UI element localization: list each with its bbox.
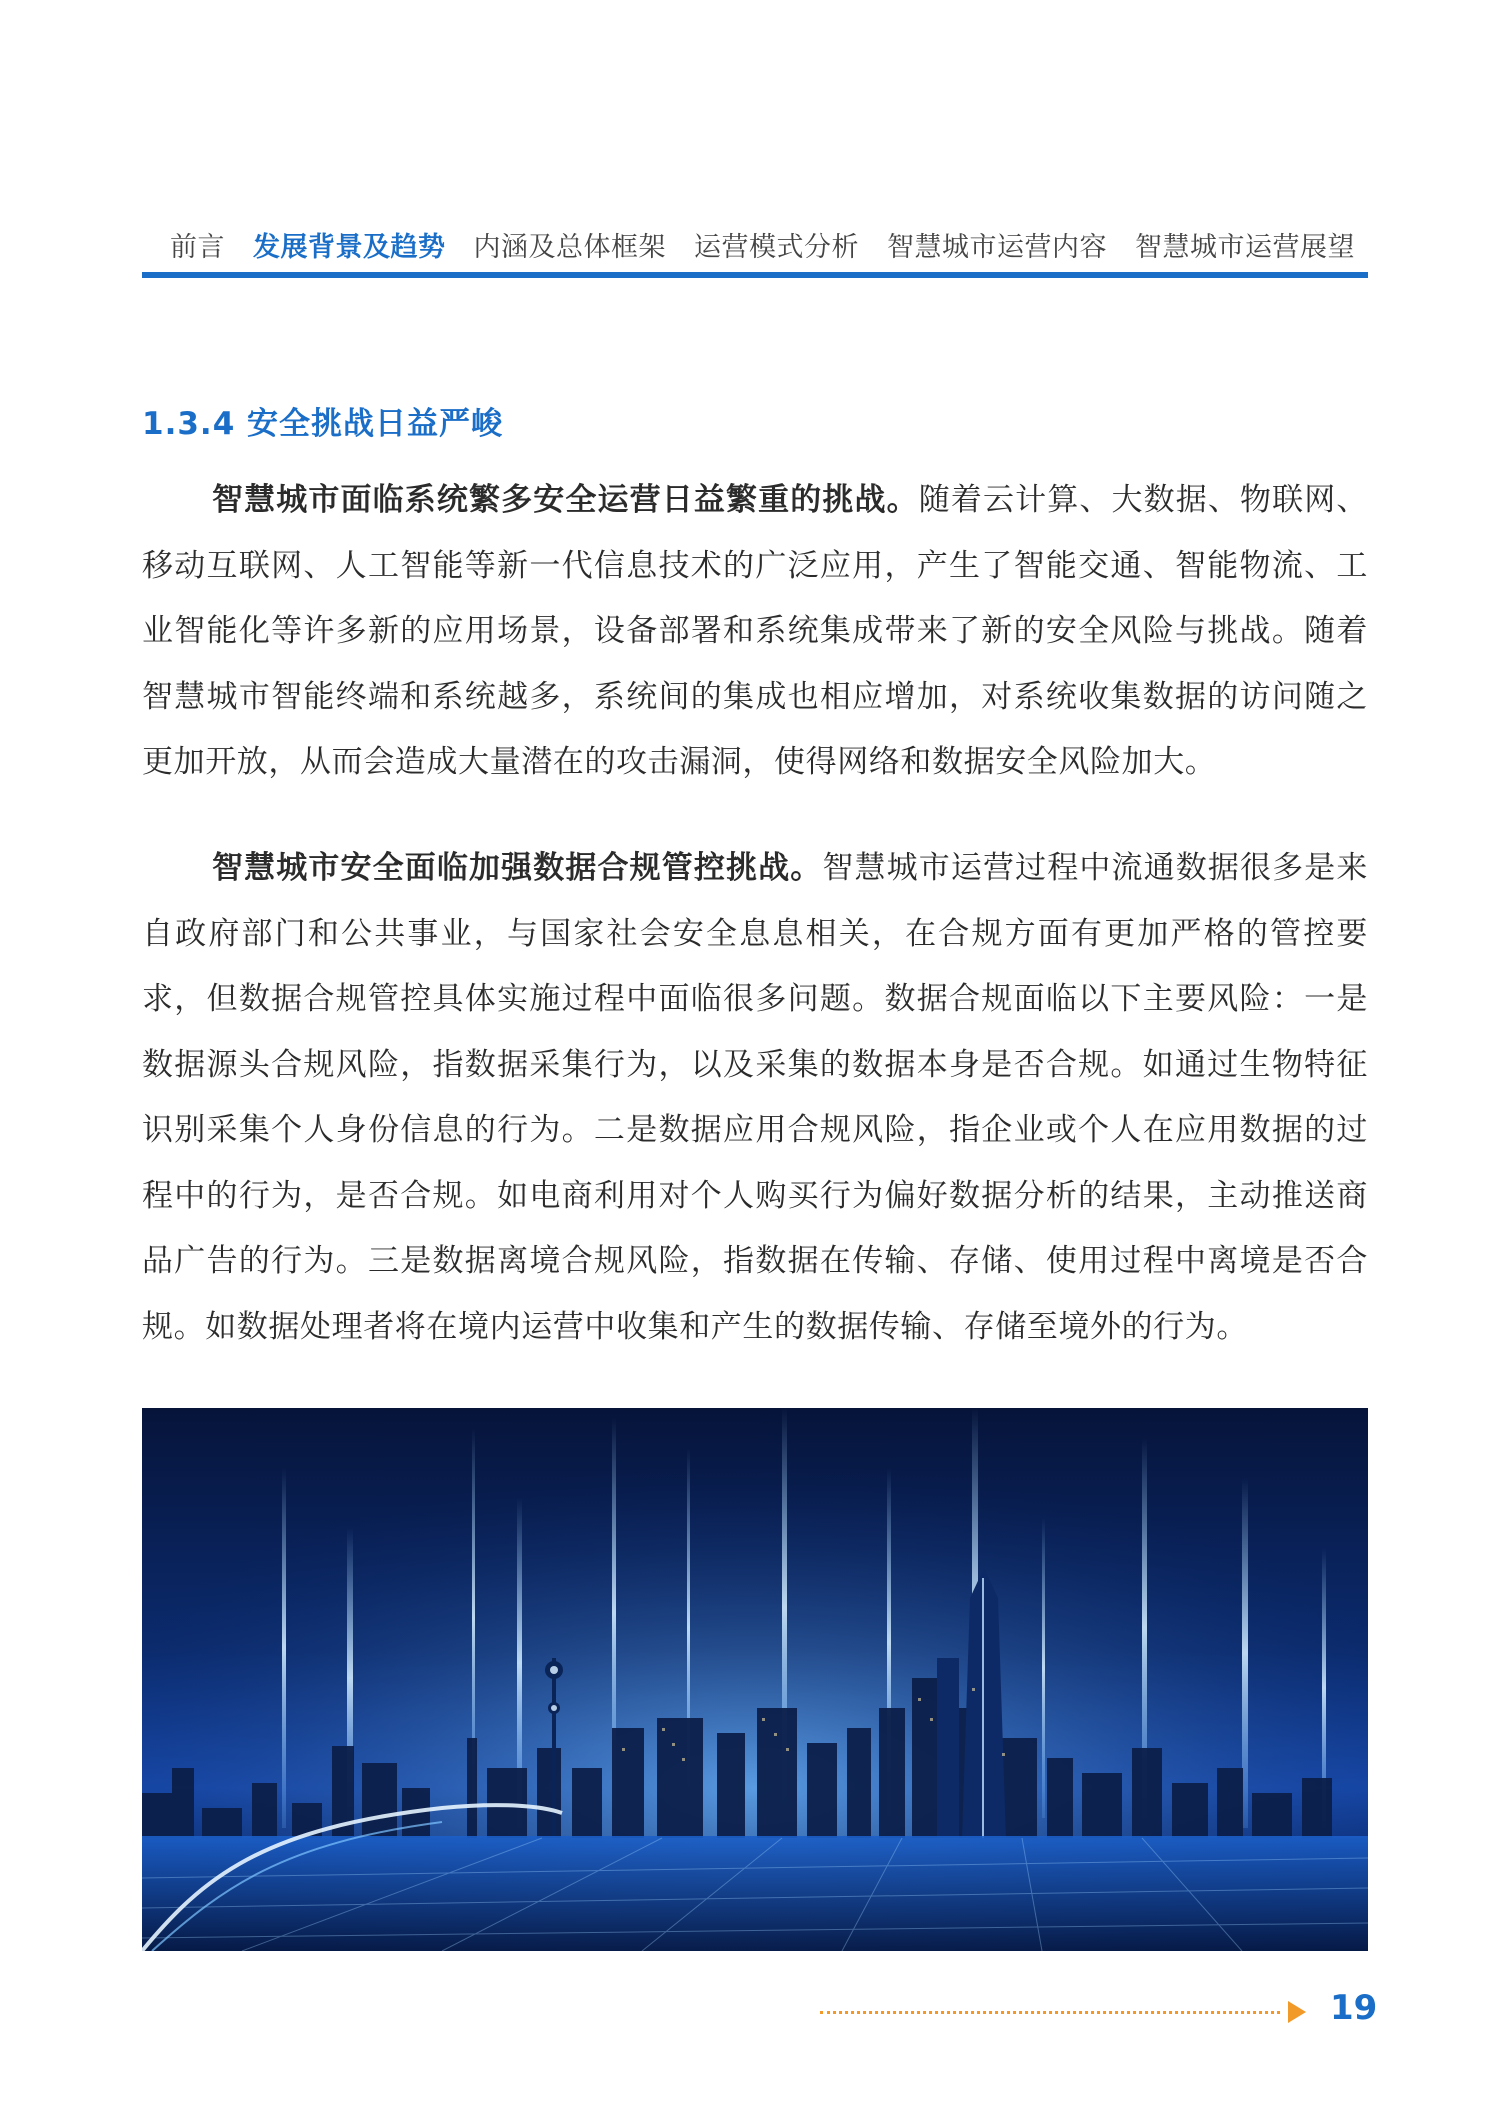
paragraph-1-lead: 智慧城市面临系统繁多安全运营日益繁重的挑战。 (212, 482, 919, 518)
nav-item-background-trends[interactable]: 发展背景及趋势 (253, 231, 446, 263)
footer-dotted-line (820, 2011, 1280, 2014)
paragraph-2 (142, 836, 1368, 1360)
section-title: 1.3.4 安全挑战日益严峻 (142, 406, 504, 442)
nav-item-outlook[interactable]: 智慧城市运营展望 (1135, 231, 1355, 263)
footer-arrow-icon (1288, 2001, 1306, 2023)
paragraph-2-lead: 智慧城市安全面临加强数据合规管控挑战。 (212, 850, 823, 886)
nav-item-preface[interactable]: 前言 (170, 231, 225, 263)
paragraph-2-body: 智慧城市运营过程中流通数据很多是来自政府部门和公共事业，与国家社会安全息息相关，在合规方面有更加严格的管控要求，但数据合规管控具体实施过程中面临很多问题。数据合规面临以下主要风险：一是数据源头合规风险，指数据采集行为，以及采集的数据本身是否合规。如通过生物特征识别采集个人身份信息的行为。二是数据应用合规风险，指企业或个人在应用数据的过程中的行为，是否合规。如电商利用对个人购买行为偏好数据分析的结果，主动推送商品广告的行为。三是数据离境合规风险，指数据在传输、存储、使用过程中离境是否合规。如数据处理者将在境内运营中收集和产生的数据传输、存储至境外的行为。 (142, 850, 1368, 1345)
header-rule (142, 272, 1368, 278)
paragraph-1-body: 随着云计算、大数据、物联网、移动互联网、人工智能等新一代信息技术的广泛应用，产生了智能交通、智能物流、工业智能化等许多新的应用场景，设备部署和系统集成带来了新的安全风险与挑战。随着智慧城市智能终端和系统越多，系统间的集成也相应增加，对系统收集数据的访问随之更加开放，从而会造成大量潜在的攻击漏洞，使得网络和数据安全风险加大。 (142, 482, 1368, 780)
paragraph-1 (142, 468, 1368, 796)
nav-item-operation-models[interactable]: 运营模式分析 (694, 231, 859, 263)
nav-item-operation-content[interactable]: 智慧城市运营内容 (887, 231, 1107, 263)
smart-city-skyline-image (142, 1408, 1368, 1951)
chapter-navigation (142, 224, 1368, 264)
nav-item-framework[interactable]: 内涵及总体框架 (473, 231, 666, 263)
page-number: 19 (1330, 1988, 1378, 2028)
